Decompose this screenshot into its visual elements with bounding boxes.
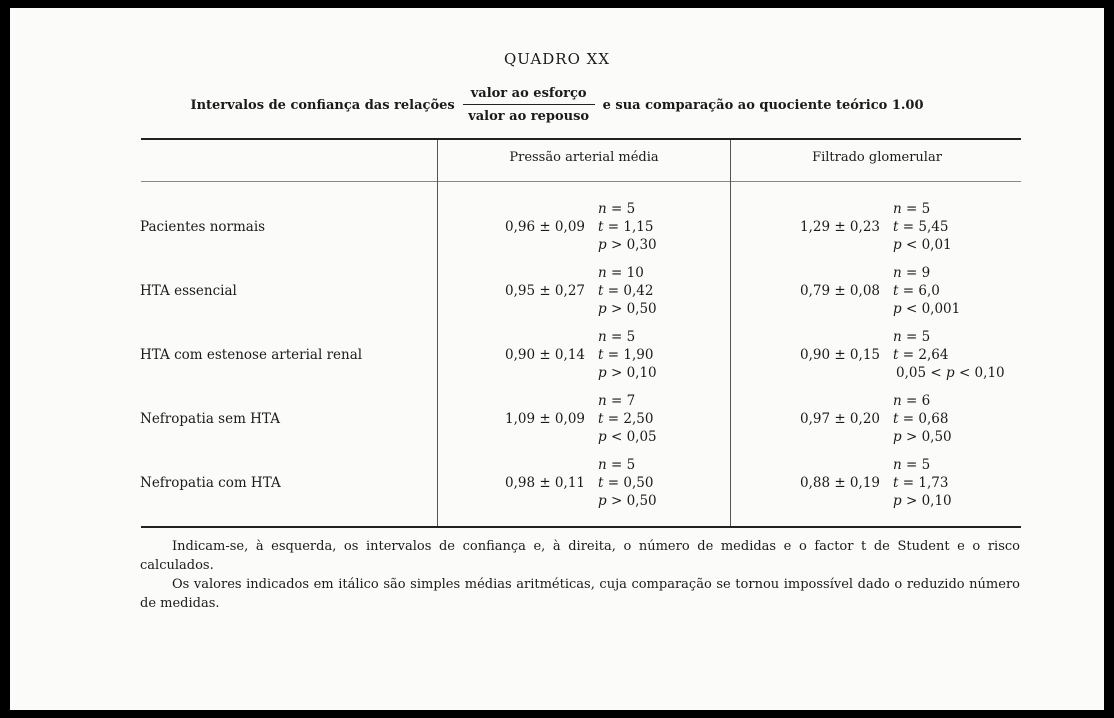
pam-interval: 0,96 ± 0,09 — [504, 219, 585, 235]
fg-p: 0,05 < p < 0,10 — [896, 365, 1005, 381]
pam-p: p > 0,50 — [598, 301, 657, 317]
footnotes — [140, 537, 1020, 613]
bottom-rule — [141, 526, 1021, 528]
column-header-pam: Pressão arterial média — [509, 150, 659, 165]
fg-interval: 1,29 ± 0,23 — [799, 219, 880, 235]
pam-p: p > 0,50 — [598, 493, 657, 509]
pam-interval: 0,95 ± 0,27 — [504, 283, 585, 299]
fg-t: t = 1,73 — [893, 475, 949, 491]
row-label: HTA essencial — [140, 283, 237, 299]
row-label: Nefropatia com HTA — [140, 475, 281, 491]
pam-interval: 0,98 ± 0,11 — [504, 475, 585, 491]
fraction-numerator: valor ao esforço — [463, 86, 595, 105]
pam-p: p > 0,30 — [598, 237, 657, 253]
fg-interval: 0,90 ± 0,15 — [799, 347, 880, 363]
pam-t: t = 1,15 — [598, 219, 654, 235]
pam-n: n = 5 — [598, 329, 636, 345]
pam-n: n = 5 — [598, 457, 636, 473]
fg-n: n = 9 — [893, 265, 931, 281]
column-divider — [437, 140, 438, 526]
fg-interval: 0,79 ± 0,08 — [799, 283, 880, 299]
row-label: Pacientes normais — [140, 219, 266, 235]
fg-n: n = 5 — [893, 457, 931, 473]
header-rule — [141, 181, 1021, 182]
top-rule — [141, 138, 1021, 140]
fg-p: p > 0,10 — [893, 493, 952, 509]
pam-p: p < 0,05 — [598, 429, 657, 445]
pam-t: t = 2,50 — [598, 411, 654, 427]
caption-prefix: Intervalos de confiança das relações — [190, 97, 455, 113]
fg-p: p < 0,001 — [893, 301, 961, 317]
fg-interval: 0,97 ± 0,20 — [799, 411, 880, 427]
column-header-fg: Filtrado glomerular — [812, 150, 942, 165]
fg-n: n = 6 — [893, 393, 931, 409]
pam-t: t = 1,90 — [598, 347, 654, 363]
fg-n: n = 5 — [893, 201, 931, 217]
pam-p: p > 0,10 — [598, 365, 657, 381]
pam-n: n = 7 — [598, 393, 636, 409]
pam-interval: 1,09 ± 0,09 — [504, 411, 585, 427]
table-title: QUADRO XX — [503, 50, 611, 68]
fg-t: t = 5,45 — [893, 219, 949, 235]
pam-n: n = 10 — [598, 265, 644, 281]
column-divider — [730, 140, 731, 526]
ratio-fraction — [463, 86, 595, 124]
footnote: Indicam-se, à esquerda, os intervalos de confiança e, à direita, o número de medidas e o factor t de Student e o risco calculados. — [140, 539, 1020, 573]
caption-suffix: e sua comparação ao quociente teórico 1.00 — [602, 97, 924, 113]
fg-n: n = 5 — [893, 329, 931, 345]
pam-t: t = 0,50 — [598, 475, 654, 491]
fg-interval: 0,88 ± 0,19 — [799, 475, 880, 491]
pam-t: t = 0,42 — [598, 283, 654, 299]
fg-t: t = 2,64 — [893, 347, 949, 363]
fraction-denominator: valor ao repouso — [468, 109, 590, 124]
fg-p: p > 0,50 — [893, 429, 952, 445]
row-label: HTA com estenose arterial renal — [140, 347, 363, 363]
fg-t: t = 6,0 — [893, 283, 940, 299]
footnote: Os valores indicados em itálico são simples médias aritméticas, cuja comparação se tornou impossível dado o reduzido número de medidas. — [140, 577, 1020, 611]
table-caption — [0, 86, 1114, 124]
pam-interval: 0,90 ± 0,14 — [504, 347, 585, 363]
pam-n: n = 5 — [598, 201, 636, 217]
fg-p: p < 0,01 — [893, 237, 952, 253]
row-label: Nefropatia sem HTA — [140, 411, 280, 427]
fg-t: t = 0,68 — [893, 411, 949, 427]
